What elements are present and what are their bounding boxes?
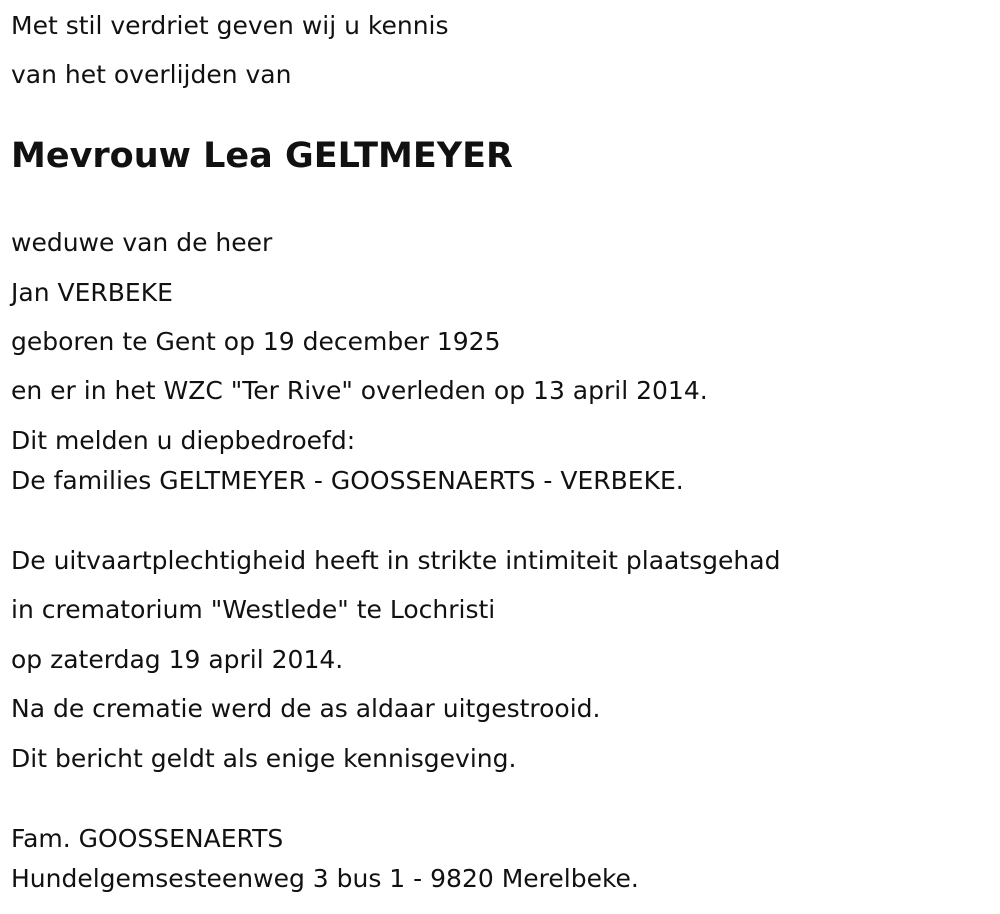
spouse-name: Jan VERBEKE <box>11 278 173 307</box>
intro-line-2: van het overlijden van <box>11 60 292 89</box>
ceremony-line-3: op zaterdag 19 april 2014. <box>11 645 344 674</box>
contact-name: Fam. GOOSSENAERTS <box>11 824 284 853</box>
ceremony-line-2: in crematorium "Westlede" te Lochristi <box>11 595 496 624</box>
ceremony-line-4: Na de crematie werd de as aldaar uitgestrooid. <box>11 694 601 723</box>
announcers-families: De families GELTMEYER - GOOSSENAERTS - VERBEKE. <box>11 466 684 495</box>
widow-of-line: weduwe van de heer <box>11 228 273 257</box>
intro-line-1: Met stil verdriet geven wij u kennis <box>11 11 449 40</box>
announcers-intro: Dit melden u diepbedroefd: <box>11 426 356 455</box>
deceased-name: Mevrouw Lea GELTMEYER <box>11 136 513 176</box>
ceremony-line-1: De uitvaartplechtigheid heeft in strikte intimiteit plaatsgehad <box>11 546 781 575</box>
ceremony-line-5: Dit bericht geldt als enige kennisgeving. <box>11 744 517 773</box>
death-line: en er in het WZC "Ter Rive" overleden op 13 april 2014. <box>11 376 708 405</box>
birth-line: geboren te Gent op 19 december 1925 <box>11 327 501 356</box>
contact-address: Hundelgemsesteenweg 3 bus 1 - 9820 Merelbeke. <box>11 864 639 893</box>
